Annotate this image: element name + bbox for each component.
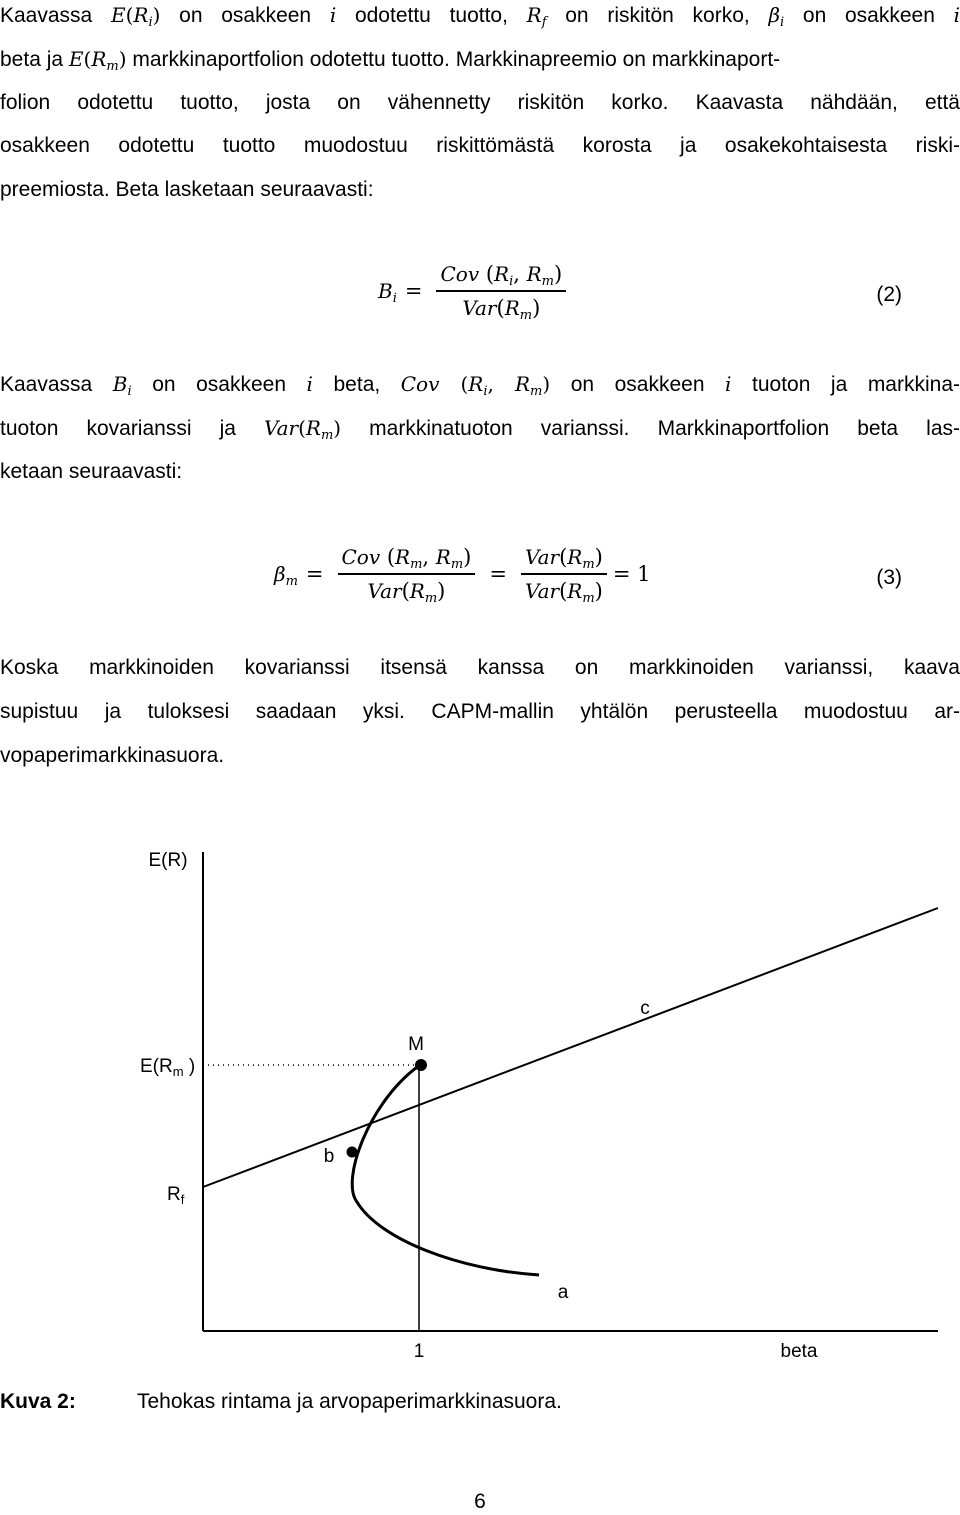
text-run: markkinaportfolion odotettu tuotto. Markkinapreemio on markkinaport- bbox=[126, 48, 781, 71]
efficient-frontier-curve bbox=[352, 1065, 539, 1275]
label-b: b bbox=[323, 1146, 335, 1167]
equation-3: $\beta_m$ = $\frac{Cov (R_m, R_m)}{Var(R_m)}$ = $\frac{Var(R_m)}{Var(R_m)}$ = 1 bbox=[274, 545, 651, 606]
y-tick-rm: $E(R_m$ ) bbox=[140, 1056, 196, 1079]
formula-E-Ri: E bbox=[110, 3, 126, 27]
para2-line3: ketaan seuraavasti: bbox=[0, 460, 183, 483]
equation-2-number: (2) bbox=[876, 283, 902, 306]
para1-line3: folion odotettu tuotto, josta on vähennetty riskitön korko. Kaavasta nähdään, että bbox=[0, 91, 960, 114]
text-run: beta ja bbox=[0, 48, 69, 71]
para2-line2: tuoton kovarianssi ja $Var(R_m)$ markkinatuoton varianssi. Markkinaportfolion beta las- bbox=[0, 416, 960, 443]
text-run: on osakkeen bbox=[160, 4, 330, 27]
para1-line2: beta ja $E(R_m)$ markkinaportfolion odotettu tuotto. Markkinapreemio on markkinaport- bbox=[0, 47, 781, 74]
text-run: beta, bbox=[312, 373, 401, 396]
point-m bbox=[415, 1059, 427, 1071]
x-axis-label: beta bbox=[780, 1341, 818, 1362]
formula-Rf: $R_f$ bbox=[526, 3, 547, 30]
para1-line4: osakkeen odotettu tuotto muodostuu riskittömästä korosta ja osakekohtaisesta riski- bbox=[0, 134, 960, 157]
page-number: 6 bbox=[474, 1490, 486, 1513]
para1-line1: Kaavassa $E(R_i)$ on osakkeen i odotettu tuotto, $R_f$ on riskitön korko, $\beta_i$ on osakkeen i bbox=[0, 3, 960, 30]
text-run: odotettu tuotto, bbox=[336, 4, 527, 27]
para3-line2: supistuu ja tuloksesi saadaan yksi. CAPM-mallin yhtälön perusteella muodostuu ar- bbox=[0, 700, 960, 723]
figure-caption-text: Tehokas rintama ja arvopaperimarkkinasuora. bbox=[137, 1390, 562, 1413]
sml-chart bbox=[0, 800, 960, 1380]
text-run: on osakkeen bbox=[131, 373, 307, 396]
text-run: Kaavassa bbox=[0, 4, 111, 27]
label-c: c bbox=[640, 998, 650, 1019]
text-run: Kaavassa bbox=[0, 373, 113, 396]
equation-2: $B_i$ = $\frac{Cov (R_i, R_m)}{Var(R_m)}$ bbox=[378, 262, 572, 320]
text-run: on osakkeen bbox=[550, 373, 726, 396]
formula-E-Rm: E bbox=[68, 47, 84, 71]
label-m: M bbox=[408, 1034, 424, 1055]
y-tick-rf: $R_f$ bbox=[167, 1184, 185, 1207]
para3-line3: vopaperimarkkinasuora. bbox=[0, 744, 225, 767]
text-run: markkinatuoton varianssi. Markkinaportfolion beta las- bbox=[341, 417, 960, 440]
formula-beta-i: $\beta_i$ bbox=[768, 3, 785, 30]
label-a: a bbox=[557, 1282, 569, 1303]
para3-line1: Koska markkinoiden kovarianssi itsensä kanssa on markkinoiden varianssi, kaava bbox=[0, 656, 960, 679]
text-run: on osakkeen bbox=[784, 4, 954, 27]
para2-line1: Kaavassa $B_i$ on osakkeen i beta, Cov ($R_i$, $R_m$) on osakkeen i tuoton ja markkina- bbox=[0, 372, 960, 399]
text-run: on riskitön korko, bbox=[546, 4, 769, 27]
point-b bbox=[347, 1147, 358, 1158]
equation-3-number: (3) bbox=[876, 566, 902, 589]
text-run: tuoton kovarianssi ja bbox=[0, 417, 264, 440]
para1-line5: preemiosta. Beta lasketaan seuraavasti: bbox=[0, 178, 374, 201]
y-axis-label: E(R) bbox=[148, 850, 188, 871]
figure-caption-label: Kuva 2: bbox=[0, 1390, 76, 1413]
text-run: tuoton ja markkina- bbox=[731, 373, 960, 396]
security-market-line bbox=[203, 908, 938, 1187]
equation-3-rhs: = 1 bbox=[612, 562, 651, 586]
x-tick-1: 1 bbox=[413, 1341, 425, 1362]
